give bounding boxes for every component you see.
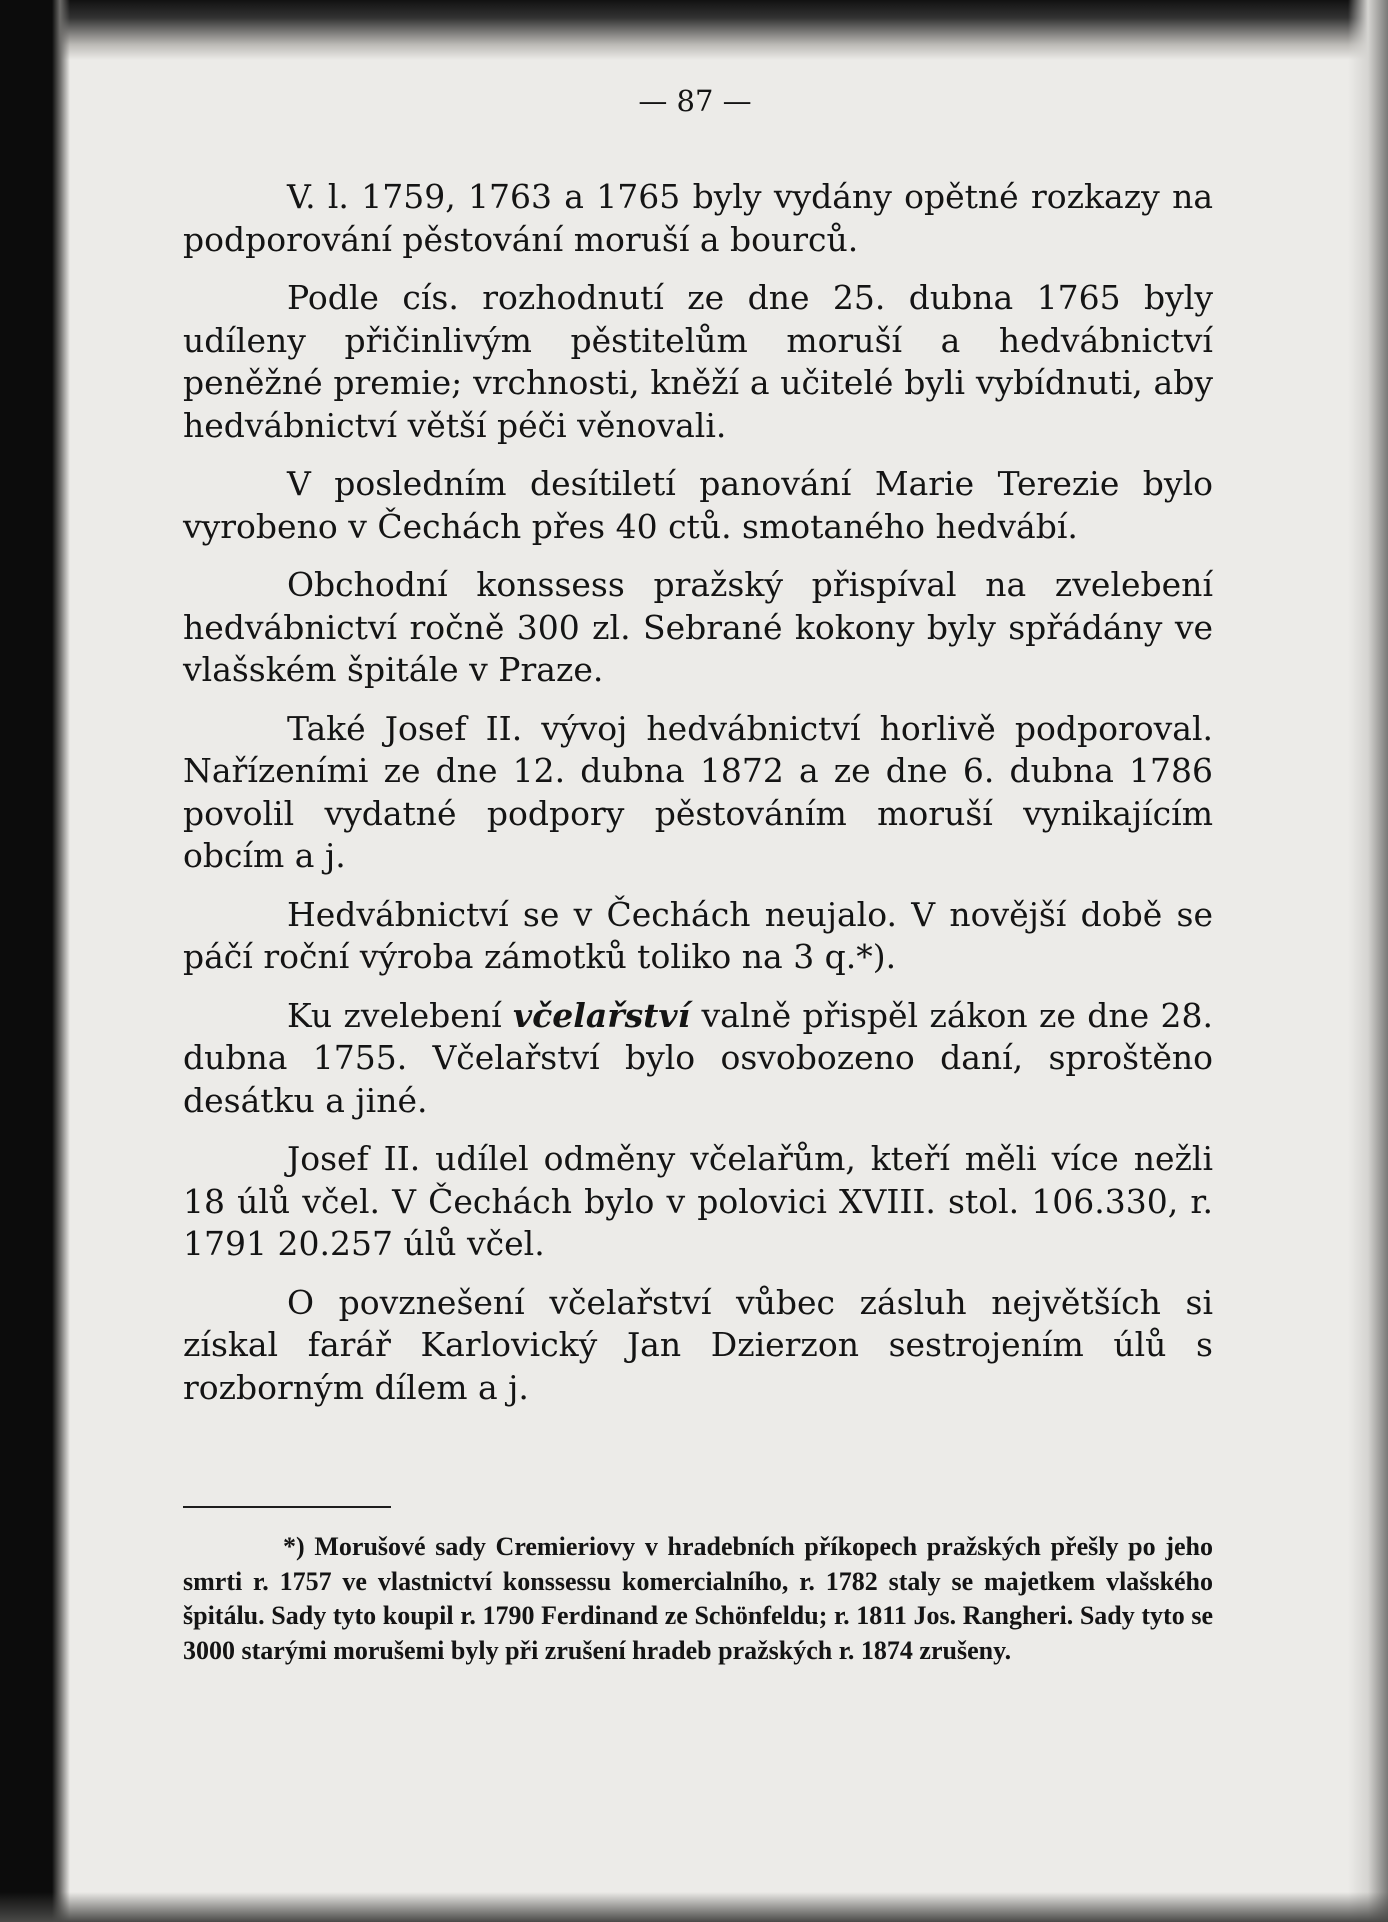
paragraph-8: Josef II. udílel odměny včelařům, kteří měli více nežli 18 úlů včel. V Čechách bylo v polovici XVIII. stol. 106.330, r. 1791 20.257 úlů včel. xyxy=(183,1139,1213,1263)
scan-top-edge xyxy=(0,0,1388,60)
footnote-divider xyxy=(183,1506,391,1508)
paragraph-4: Obchodní konssess pražský přispíval na zvelebení hedvábnictví ročně 300 zl. Sebrané kokony byly spřádány ve vlašském špitále v Praze. xyxy=(183,565,1213,689)
paragraph-2: Podle cís. rozhodnutí ze dne 25. dubna 1765 byly udíleny přičinlivým pěstitelům moruší a hedvábnictví peněžné premie; vrchnosti, kněží a učitelé byli vybídnuti, aby hedvábnictví větší péči věnovali. xyxy=(183,278,1213,445)
scan-binding-edge xyxy=(0,0,70,1922)
paragraph-9: O povznešení včelařství vůbec zásluh největších si získal farář Karlovický Jan Dzierzon sestrojením úlů s rozborným dílem a j. xyxy=(183,1282,1213,1407)
paragraph-5: Také Josef II. vývoj hedvábnictví horlivě podporoval. Nařízeními ze dne 12. dubna 1872 a ze dne 6. dubna 1786 povolil vydatné podpory pěstováním moruší vynikajícím obcím a j. xyxy=(183,708,1213,875)
paragraph-7 xyxy=(183,995,1213,1123)
page-number: — 87 — xyxy=(638,84,752,118)
paragraph-3: V posledním desítiletí panování Marie Terezie bylo vyrobeno v Čechách přes 40 ctů. smotaného hedvábí. xyxy=(183,464,1213,546)
scan-right-edge xyxy=(1348,0,1388,1922)
paragraph-6: Hedvábnictví se v Čechách neujalo. V novější době se páčí roční výroba zámotků toliko na 3 q.*). xyxy=(183,894,1213,976)
emphasized-word: včelařství xyxy=(513,995,691,1035)
footnote: *) Morušové sady Cremieriovy v hradebních příkopech pražských přešly po jeho smrti r. 1757 ve vlastnictví konssessu komercialního, r. 1782 staly se majetkem vlašského špitálu. Sady tyto koupil r. 1790 Ferdinand ze Schönfeldu; r. 1811 Jos. Rangheri. Sady tyto se 3000 starými morušemi byly při zrušení hradeb pražských r. 1874 zrušeny. xyxy=(183,1532,1213,1665)
paragraph-1: V. l. 1759, 1763 a 1765 byly vydány opětné rozkazy na podporování pěstování moruší a bourců. xyxy=(183,177,1213,259)
scan-bottom-edge xyxy=(0,1892,1388,1922)
paragraph-7-before: Ku zvelebení xyxy=(287,995,514,1035)
paragraph-7-after: valně přispěl zákon ze dne 28. dubna 1755. Včelařství bylo osvobozeno daní, sproštěno desátku a jiné. xyxy=(183,995,1214,1120)
body-text xyxy=(183,176,1213,1425)
